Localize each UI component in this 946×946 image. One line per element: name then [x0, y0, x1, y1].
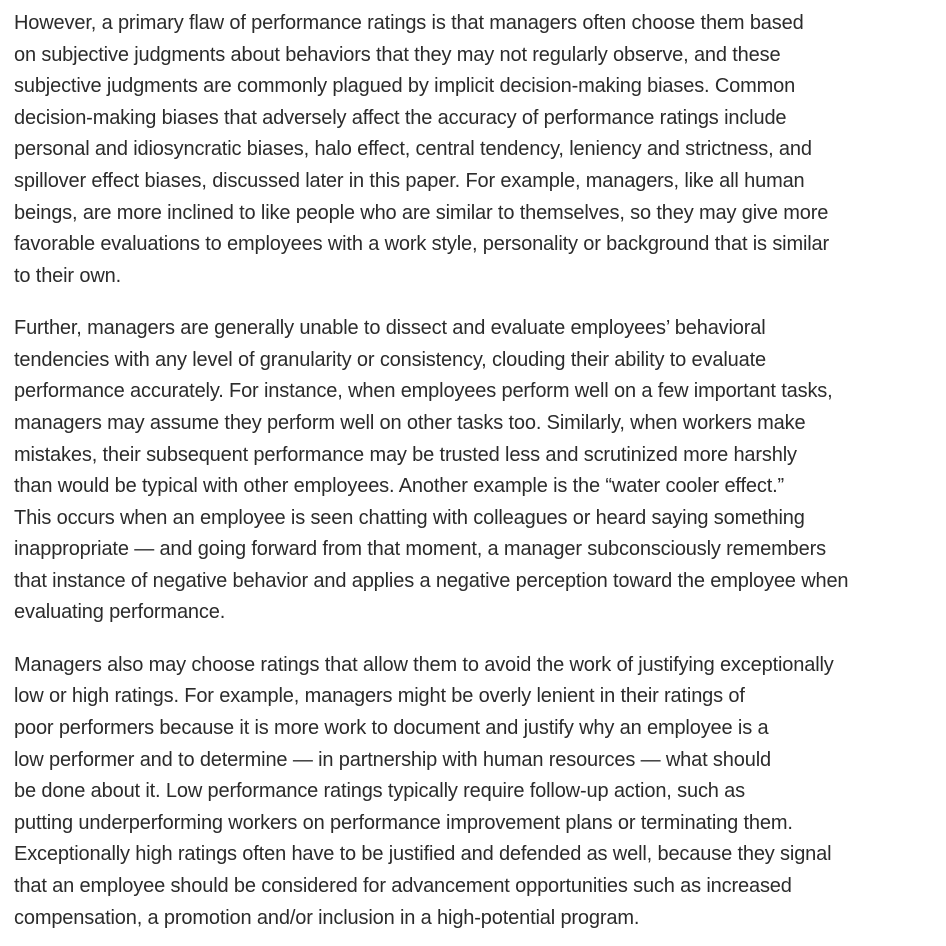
text-line: that an employee should be considered for advancement opportunities such as increased [14, 875, 792, 898]
text-line: personal and idiosyncratic biases, halo effect, central tendency, leniency and strictness, and [14, 138, 812, 161]
text-line: Further, managers are generally unable to dissect and evaluate employees’ behavioral [14, 317, 766, 340]
text-line: mistakes, their subsequent performance may be trusted less and scrutinized more harshly [14, 443, 797, 466]
text-line: tendencies with any level of granularity or consistency, clouding their ability to evaluate [14, 348, 766, 371]
text-line: to their own. [14, 264, 121, 287]
text-line: beings, are more inclined to like people who are similar to themselves, so they may give more [14, 201, 829, 224]
text-line: low performer and to determine — in partnership with human resources — what should [14, 748, 771, 771]
text-line: subjective judgments are commonly plagued by implicit decision-making biases. Common [14, 75, 796, 98]
text-line: on subjective judgments about behaviors that they may not regularly observe, and these [14, 43, 781, 66]
paragraph-avoid-justification [14, 650, 932, 934]
text-line: Managers also may choose ratings that allow them to avoid the work of justifying exceptionally [14, 653, 834, 676]
text-line: However, a primary flaw of performance ratings is that managers often choose them based [14, 12, 804, 34]
text-line: Exceptionally high ratings often have to be justified and defended as well, because they signal [14, 843, 832, 866]
text-line: be done about it. Low performance ratings typically require follow-up action, such as [14, 780, 745, 803]
text-line: compensation, a promotion and/or inclusion in a high-potential program. [14, 906, 640, 929]
text-line: spillover effect biases, discussed later in this paper. For example, managers, like all human [14, 169, 805, 192]
text-line: that instance of negative behavior and applies a negative perception toward the employee when [14, 569, 849, 592]
text-line: managers may assume they perform well on other tasks too. Similarly, when workers make [14, 411, 806, 434]
text-line: performance accurately. For instance, when employees perform well on a few important tasks, [14, 380, 833, 403]
text-line: favorable evaluations to employees with a work style, personality or background that is similar [14, 233, 830, 256]
paragraph-performance-ratings-flaw [14, 8, 932, 292]
text-line: putting underperforming workers on performance improvement plans or terminating them. [14, 811, 793, 834]
text-line: evaluating performance. [14, 601, 226, 624]
text-line: low or high ratings. For example, managers might be overly lenient in their ratings of [14, 685, 745, 708]
text-line: inappropriate — and going forward from that moment, a manager subconsciously remembers [14, 538, 826, 561]
text-line: than would be typical with other employees. Another example is the “water cooler effect.” [14, 475, 785, 498]
text-line: This occurs when an employee is seen chatting with colleagues or heard saying something [14, 506, 805, 529]
text-line: decision-making biases that adversely affect the accuracy of performance ratings include [14, 106, 787, 129]
paragraph-granularity [14, 313, 932, 629]
text-line: poor performers because it is more work to document and justify why an employee is a [14, 717, 769, 740]
